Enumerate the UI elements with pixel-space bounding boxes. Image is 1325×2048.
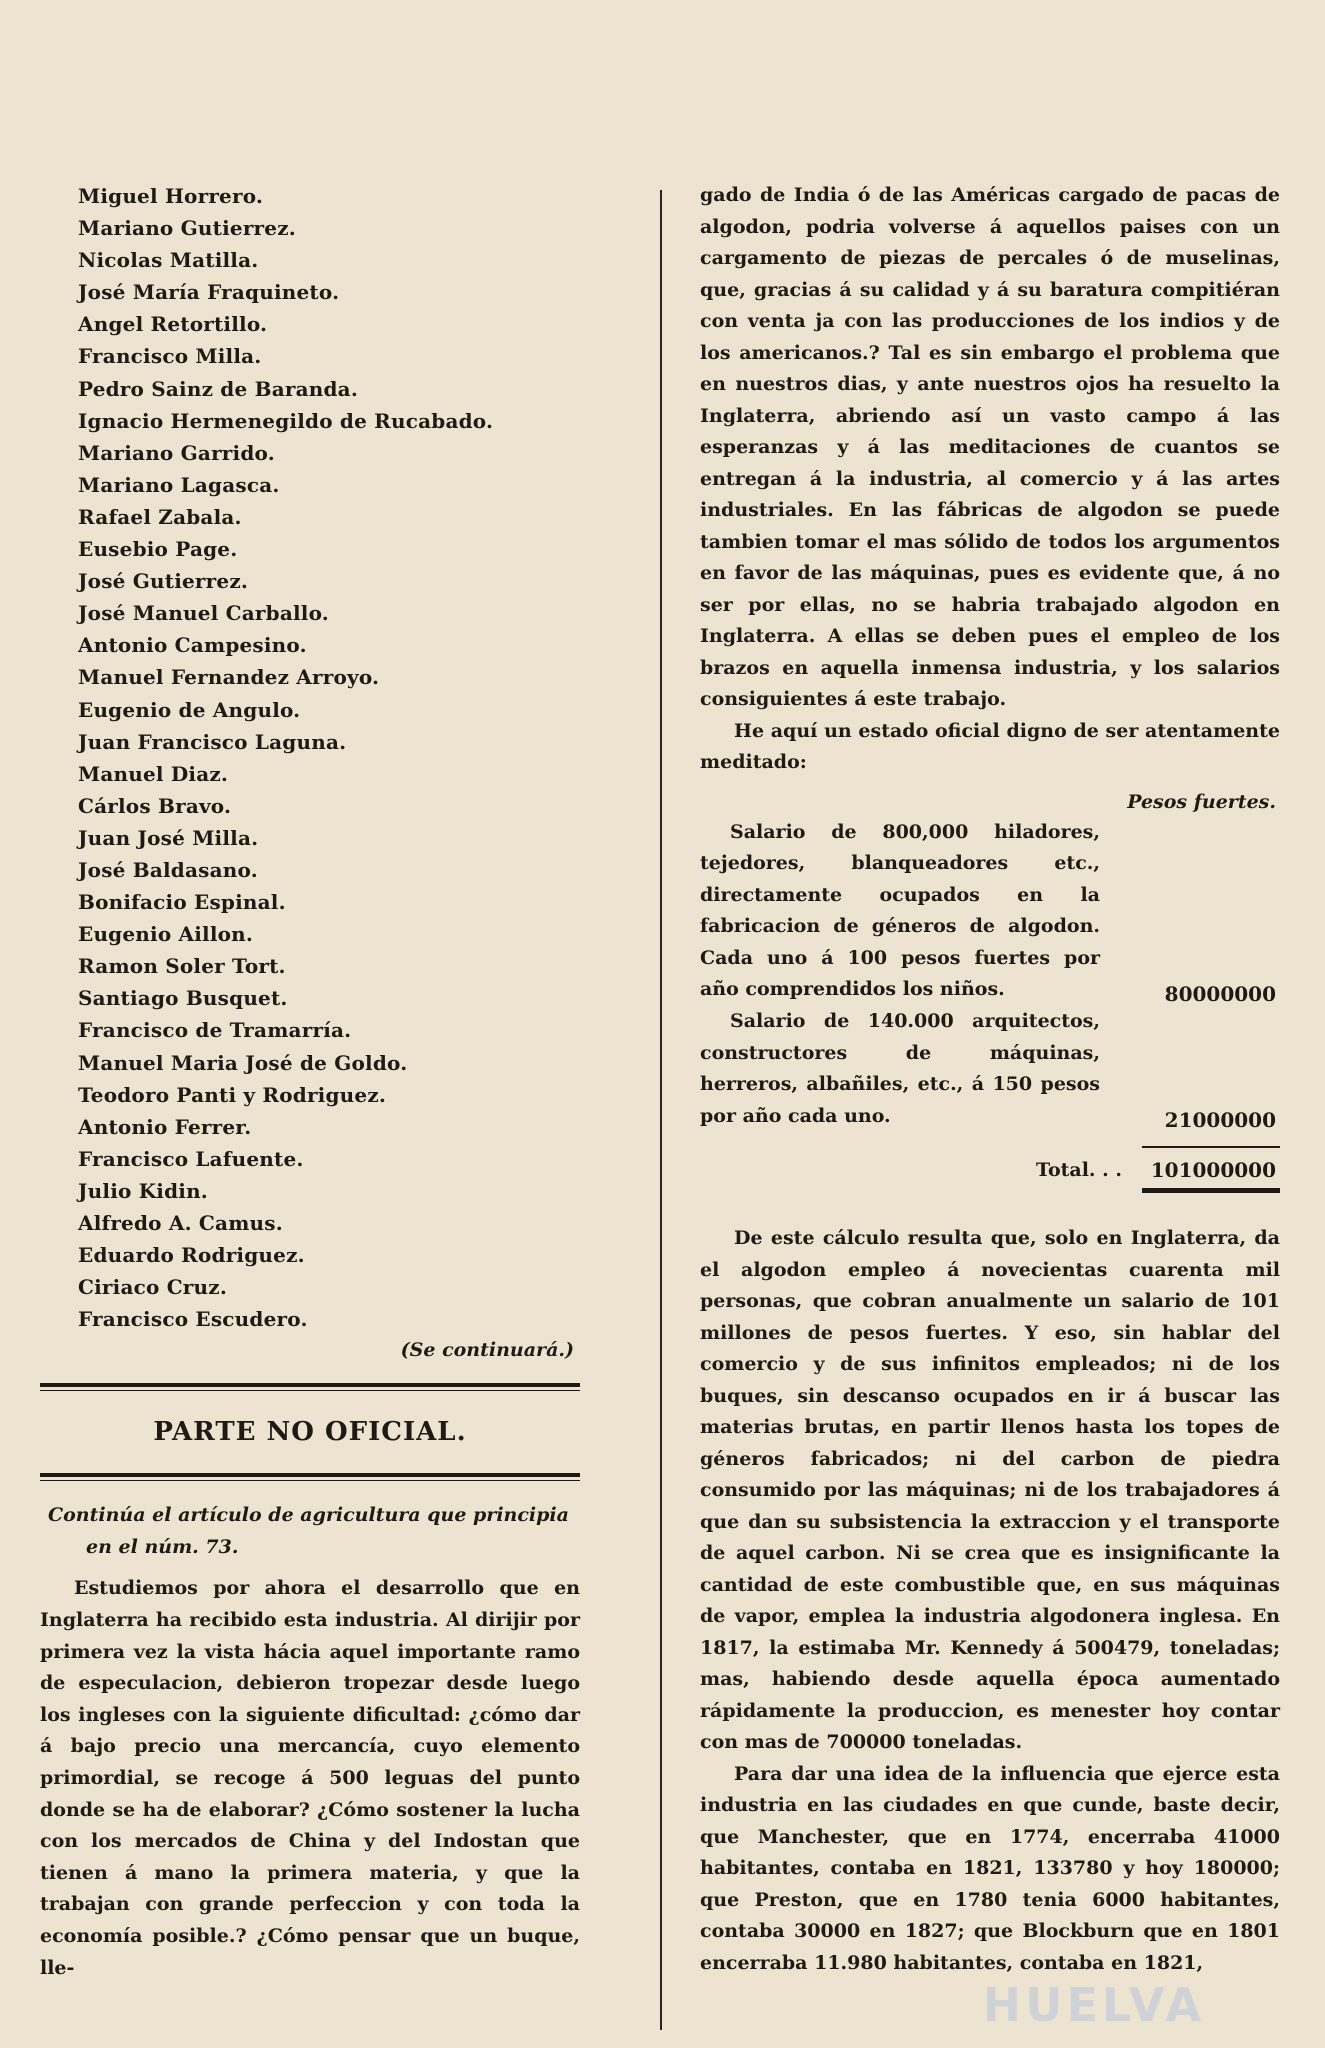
name-entry: Francisco Lafuente.: [78, 1146, 304, 1171]
archive-watermark: HUELVA: [982, 1978, 1205, 2032]
names-list: [78, 180, 580, 1335]
name-entry: Ciriaco Cruz.: [78, 1275, 228, 1300]
name-entry: José Manuel Carballo.: [78, 601, 329, 626]
name-entry: Alfredo A. Camus.: [78, 1211, 283, 1235]
subhead-line-1: Continúa el artículo de agricultura que principia: [48, 1504, 569, 1527]
name-entry: Eduardo Rodriguez.: [78, 1243, 305, 1268]
name-entry: Miguel Horrero.: [78, 184, 264, 208]
name-entry: Mariano Garrido.: [78, 440, 275, 465]
salary-row: [700, 1006, 1280, 1132]
section-rule-top: [40, 1383, 580, 1391]
salary-row-text: Salario de 140.000 arquitectos, constructores de máquinas, herreros, albañiles, etc., á 150 pesos por año cada uno.: [700, 1010, 1100, 1127]
name-entry: Bonifacio Espinal.: [78, 890, 286, 915]
right-paragraph-2: He aquí un estado oficial digno de ser atentamente meditado:: [700, 719, 1280, 773]
total-label: Total. . .: [1035, 1158, 1122, 1181]
name-entry: Eugenio de Angulo.: [78, 697, 301, 722]
currency-label: Pesos fuertes.: [1127, 790, 1276, 813]
subhead-line-2: en el núm. 73.: [86, 1536, 239, 1559]
name-entry: Ramon Soler Tort.: [78, 954, 286, 979]
name-entry: Francisco Escudero.: [78, 1307, 308, 1332]
name-entry: Eugenio Aillon.: [78, 922, 254, 947]
continuation-note: (Se continuará.): [400, 1339, 574, 1362]
name-entry: Juan José Milla.: [78, 825, 259, 850]
name-entry: Ignacio Hermenegildo de Rucabado.: [78, 408, 494, 433]
name-entry: Santiago Busquet.: [78, 986, 288, 1011]
column-divider: [660, 190, 662, 2030]
name-entry: Francisco de Tramarría.: [78, 1018, 352, 1043]
name-entry: Antonio Campesino.: [78, 633, 307, 658]
name-entry: Cárlos Bravo.: [78, 793, 232, 818]
name-entry: Mariano Gutierrez.: [78, 216, 296, 241]
name-entry: Julio Kidin.: [78, 1178, 208, 1203]
name-entry: Mariano Lagasca.: [78, 472, 280, 497]
salary-row: [700, 817, 1280, 1007]
salary-row-value: 80000000: [1164, 982, 1276, 1007]
name-entry: Manuel Diaz.: [78, 761, 229, 786]
name-entry: Manuel Fernandez Arroyo.: [78, 665, 380, 690]
name-entry: Antonio Ferrer.: [78, 1114, 252, 1139]
salary-table: [700, 791, 1280, 1194]
name-entry: José Gutierrez.: [78, 569, 249, 594]
name-entry: Manuel Maria José de Goldo.: [78, 1050, 408, 1075]
name-entry: Pedro Sainz de Baranda.: [78, 376, 358, 401]
name-entry: José María Fraquineto.: [78, 280, 340, 305]
salary-row-value: 21000000: [1164, 1108, 1276, 1133]
name-entry: Francisco Milla.: [78, 344, 262, 369]
right-column: [700, 180, 1280, 1979]
section-title: PARTE NO OFICIAL.: [153, 1417, 467, 1448]
left-article-paragraph: Estudiemos por ahora el desarrollo que en Inglaterra ha recibido esta industria. Al dirijir por primera vez la vista hácia aquel importante ramo de especulacion, debieron tropezar desde luego los ingleses con la siguiente dificultad: ¿cómo dar á bajo precio una mercancía, cuyo elemento primordial, se recoge á 500 leguas del punto donde se ha de elaborar? ¿Cómo sostener la lucha con los mercados de China y del Indostan que tienen á mano la primera materia, y que la trabajan con grande perfeccion y con toda la economía posible.? ¿Cómo pensar que un buque, lle-: [40, 1577, 580, 1979]
name-entry: Eusebio Page.: [78, 537, 238, 562]
right-paragraph-4: Para dar una idea de la influencia que ejerce esta industria en las ciudades en que cunde, baste decir, que Manchester, que en 1774, encerraba 41000 habitantes, contaba en 1821, 133780 y hoy 180000; que Preston, que en 1780 tenia 6000 habitantes, contaba 30000 en 1827; que Blockburn que en 1801 encerraba 11.980 habitantes, contaba en 1821,: [700, 1762, 1280, 1974]
name-entry: Nicolas Matilla.: [78, 248, 259, 273]
right-paragraph-3: De este cálculo resulta que, solo en Inglaterra, da el algodon empleo á novecientas cuarenta mil personas, que cobran anualmente un salario de 101 millones de pesos fuertes. Y eso, sin hablar del comercio y de sus infinitos empleados; ni de los buques, sin descanso ocupados en ir á buscar las materias brutas, en partir llenos hasta los topes de géneros fabricados; ni del carbon de piedra consumido por las máquinas; ni de los trabajadores á que dan su subsistencia la extraccion y el transporte de aquel carbon. Ni se crea que es insignificante la cantidad de este combustible que, en sus máquinas de vapor, emplea la industria algodonera inglesa. En 1817, la estimaba Mr. Kennedy á 500479, toneladas; mas, habiendo desde aquella época aumentado rápidamente la produccion, es menester hoy contar con mas de 700000 toneladas.: [700, 1227, 1280, 1754]
right-paragraph-1: gado de India ó de las Américas cargado de pacas de algodon, podria volverse á aquellos paises con un cargamento de piezas de percales ó de muselinas, que, gracias á su calidad y á su baratura compitiéran con venta ja con las producciones de los indios y de los americanos.? Tal es sin embargo el problema que en nuestros dias, y ante nuestros ojos ha resuelto la Inglaterra, abriendo así un vasto campo á las esperanzas y á las meditaciones de cuantos se entregan á la industria, al comercio y á las artes industriales. En las fábricas de algodon se puede tambien tomar el mas sólido de todos los argumentos en favor de las máquinas, pues es evidente que, á no ser por ellas, no se habria trabajado algodon en Inglaterra. A ellas se deben pues el empleo de los brazos en aquella inmensa industria, y los salarios consiguientes á este trabajo.: [700, 184, 1280, 710]
salary-row-text: Salario de 800,000 hiladores, tejedores, blanqueadores etc., directamente ocupados en la fabricacion de géneros de algodon. Cada uno á 100 pesos fuertes por año comprendidos los niños.: [700, 820, 1100, 1001]
name-entry: Rafael Zabala.: [78, 504, 242, 529]
total-row: [700, 1146, 1280, 1193]
total-value: 101000000: [1142, 1146, 1280, 1193]
name-entry: Teodoro Panti y Rodriguez.: [78, 1082, 387, 1107]
left-column: [40, 180, 580, 1984]
name-entry: Juan Francisco Laguna.: [78, 729, 347, 754]
name-entry: Angel Retortillo.: [78, 312, 268, 337]
article-subhead: [48, 1499, 580, 1563]
name-entry: José Baldasano.: [78, 857, 258, 882]
section-rule-bottom: [40, 1473, 580, 1481]
